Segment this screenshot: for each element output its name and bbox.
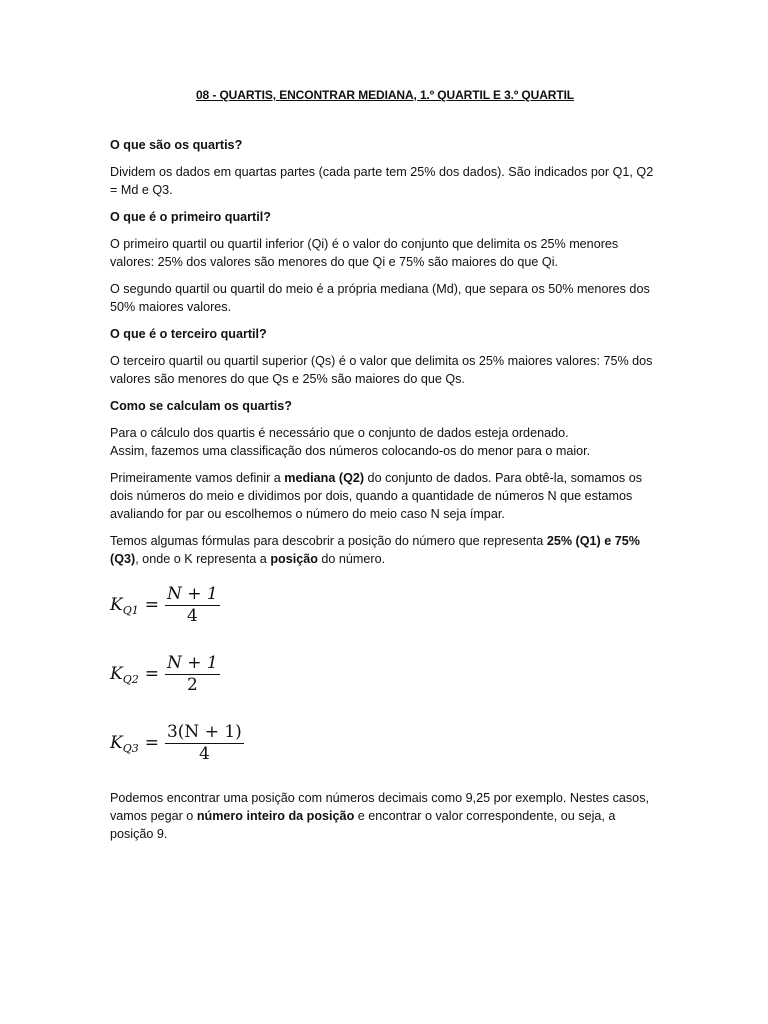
formula-kq1 — [110, 582, 660, 628]
heading-third-quartile: O que é o terceiro quartil? — [110, 327, 267, 341]
heading-first-quartile: O que é o primeiro quartil? — [110, 210, 271, 224]
formula-k: K — [110, 664, 123, 684]
ordering-line-1: Para o cálculo dos quartis é necessário que o conjunto de dados esteja ordenado. — [110, 426, 569, 440]
heading-what-are-quartiles: O que são os quartis? — [110, 138, 243, 152]
formula-denominator: 2 — [186, 675, 198, 695]
decimal-bold: número inteiro da posição — [196, 809, 355, 823]
paragraph-median — [110, 469, 660, 523]
formula-denominator: 4 — [198, 744, 210, 764]
formula-k: K — [110, 733, 123, 753]
formulas-intro-e: do número. — [317, 552, 386, 566]
formula-equals: = — [144, 595, 159, 615]
formula-numerator: N + 1 — [166, 653, 218, 673]
formulas-intro-bold-quartiles: 25% (Q1) e 75% (Q3) — [110, 534, 640, 566]
paragraph-decimal-position — [110, 789, 660, 843]
median-text-c: do conjunto de dados. Para obtê-la, somamos os dois números do meio e dividimos por dois, quando a quantidade de números N que estamos avaliando for par ou escolhemos o número do meio caso N seja ímpar. — [110, 471, 642, 521]
formula-equals: = — [144, 733, 159, 753]
formula-subscript: Q3 — [122, 742, 139, 755]
document-page — [110, 86, 660, 852]
paragraph-ordering — [110, 424, 660, 460]
ordering-line-2: Assim, fazemos uma classificação dos números colocando-os do menor para o maior. — [110, 444, 591, 458]
median-bold: mediana (Q2) — [284, 471, 365, 485]
formula-k: K — [110, 595, 123, 615]
formula-kq3 — [110, 720, 660, 766]
formula-kq2 — [110, 651, 660, 697]
median-text-a: Primeiramente vamos definir a — [110, 471, 285, 485]
formulas-intro-c: , onde o K representa a — [135, 552, 271, 566]
document-title: 08 - QUARTIS, ENCONTRAR MEDIANA, 1.º QUARTIL E 3.º QUARTIL — [195, 88, 575, 102]
formulas-intro-bold-position: posição — [270, 552, 318, 566]
paragraph-formulas-intro — [110, 532, 660, 568]
formula-fraction — [165, 585, 220, 625]
formula-numerator: 3(N + 1) — [166, 722, 242, 742]
formula-fraction — [165, 723, 244, 763]
formula-subscript: Q2 — [122, 673, 139, 686]
heading-how-to-calculate: Como se calculam os quartis? — [110, 399, 292, 413]
formula-subscript: Q1 — [122, 604, 139, 617]
formulas-intro-a: Temos algumas fórmulas para descobrir a posição do número que representa — [110, 534, 547, 548]
paragraph-third-quartile: O terceiro quartil ou quartil superior (Qs) é o valor que delimita os 25% maiores valores: 75% dos valores são menores do que Qs e 25% são maiores do que Qs. — [110, 354, 653, 386]
decimal-text-a: Podemos encontrar uma posição com números decimais como 9,25 por exemplo. Nestes casos, vamos pegar o — [110, 791, 649, 823]
formula-list — [110, 582, 660, 766]
paragraph-second-quartile: O segundo quartil ou quartil do meio é a própria mediana (Md), que separa os 50% menores dos 50% maiores valores. — [110, 282, 650, 314]
paragraph-quartiles-definition: Dividem os dados em quartas partes (cada parte tem 25% dos dados). São indicados por Q1, Q2 = Md e Q3. — [110, 165, 654, 197]
formula-denominator: 4 — [186, 606, 198, 626]
formula-equals: = — [144, 664, 159, 684]
decimal-text-c: e encontrar o valor correspondente, ou seja, a posição 9. — [110, 809, 616, 841]
formula-numerator: N + 1 — [166, 584, 218, 604]
formula-fraction — [165, 654, 220, 694]
paragraph-first-quartile: O primeiro quartil ou quartil inferior (Qi) é o valor do conjunto que delimita os 25% menores valores: 25% dos valores são menores do que Qi e 75% são maiores do que Qi. — [110, 237, 619, 269]
